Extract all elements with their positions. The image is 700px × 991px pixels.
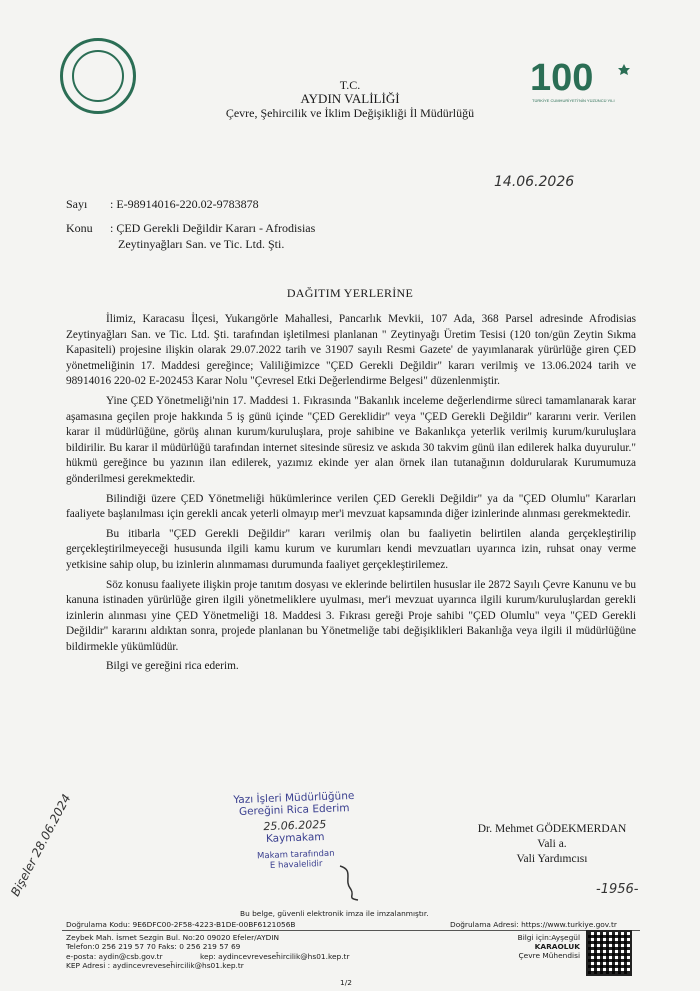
verification-code: Doğrulama Kodu: 9E6DFC00-2F58-4223-B1DE-00BF6121056B (66, 920, 296, 929)
logo-number: 100 (530, 57, 594, 99)
paragraph: Bilgi ve gereğini rica ederim. (106, 660, 239, 673)
logo-caption: TÜRKİYE CUMHURİYETİ'NİN YÜZÜNCÜ YILI (532, 98, 615, 103)
paragraph: Bu itibarla "ÇED Gerekli Değildir" kararı verilmiş olan bu faaliyetin belirtilen alanda gerçekleştirilip gerçekleştirilmeyeceği hususunda ilgili kamu kurum ve kurumları kendi mevzuatları uyarınca izin, ruhsat onay verme yetkisine sahip olup, bu izinlerin alınmaması durumunda faaliyet gerçekleştirilemez. (66, 527, 636, 571)
stamp-line5: E havalelidir (269, 859, 323, 871)
signer-line2: Vali a. (537, 838, 567, 850)
footer-address: Zeybek Mah. İsmet Sezgin Bul. No:20 09020 Efeler/AYDIN (66, 933, 280, 942)
stamp-line1: Yazı İşleri Müdürlüğüne (233, 789, 355, 807)
signer-title: Vali Yardımcısı (516, 853, 588, 865)
qr-code (586, 930, 632, 976)
footer-divider (62, 930, 640, 931)
stamp-line4: Makam tarafından (256, 848, 335, 862)
footer-email: e-posta: aydin@csb.gov.tr (66, 952, 163, 961)
verification-address: Doğrulama Adresi: https://www.turkiye.gov.tr (450, 920, 617, 929)
document-title: DAĞITIM YERLERİNE (286, 286, 414, 300)
stamp-line3: Kaymakam (265, 830, 325, 846)
header-tc: T.C. (339, 78, 361, 92)
paragraph: Yine ÇED Yönetmeliği'nin 17. Maddesi 1. Fıkrasında "Bakanlık inceleme değerlendirme süreci tamamlanarak karar aşamasına geçilen proje hakkında 5 iş günü içinde "ÇED Gereklidir" veya "ÇED Gerekli Değildir" kararını verir. Verilen karar il müdürlüğüne, görüş alınan kurum/kuruluşlara, proje sahibine ve Bakanlıkça yeterlik verilmiş kurum/kuruluşlara bildirilir. Bu karar il müdürlüğü tarafından internet sitesinde süresiz ve askıda 30 takvim günü ilan edilerek halka duyurulur." hükmü gereğince bu yazının ilan edilerek, yazımız ekinde yer alan örnek ilan tutanağının doldurularak Kurumumuza gönderilmesi gerekmektedir. (66, 394, 636, 485)
konu-value-1: : ÇED Gerekli Değildir Kararı - Afrodisias (110, 221, 316, 235)
star-icon (618, 64, 630, 75)
document-body (66, 312, 636, 679)
stamp-date: 25.06.2025 (263, 817, 327, 834)
sayi-label: Sayı (66, 197, 88, 211)
esign-notice: Bu belge, güvenli elektronik imza ile imzalanmıştır. (240, 909, 429, 918)
header-directorate: Çevre, Şehircilik ve İklim Değişikliği İl Müdürlüğü (225, 106, 475, 120)
paragraph: Söz konusu faaliyete ilişkin proje tanıtım dosyası ve eklerinde belirtilen hususlar ile 2872 Sayılı Çevre Kanunu ve bu kanuna istinaden yürürlüğe giren ilgili yönetmeliklere uyulması, mer'i mevzuat uyarınca ilgili kurum/kuruluşlardan gerekli izinlerin alınması yine ÇED Yönetmeliği 18. Maddesi 3. Fıkrası gereği Proje sahibi "ÇED Olumlu" veya "ÇED Gerekli Değildir" kararını aldıktan sonra, projede planlanan bu Yönetmeliğe tabi değişiklikleri Bakanlığa veya ilgili il müdürlüğüne bildirmekle yükümlüdür. (66, 578, 636, 653)
approval-stamp (214, 789, 377, 873)
footer-phone: Telefon:0 256 219 57 70 Faks: 0 256 219 57 69 (66, 942, 241, 951)
handwritten-date: 14.06.2026 (494, 174, 575, 190)
contact-line2: KARAOLUK (534, 942, 580, 951)
paragraph: Bilindiği üzere ÇED Yönetmeliği hükümlerince verilen ÇED Gerekli Değildir" ya da "ÇED Olumlu" Kararları faaliyete başlanılması için gerekli ancak yeterli olmayıp mer'i mevzuat kapsamında diğer izinlerinde alınması gerekmektedir. (66, 492, 636, 521)
header-office: AYDIN VALİLİĞİ (300, 91, 400, 106)
footer-kep-address: KEP Adresi : aydincevreveseh̄ircilik@hs01.kep.tr (66, 961, 244, 970)
contact-info (500, 933, 580, 960)
handwritten-number: -1956- (596, 882, 639, 897)
signer-name: Dr. Mehmet GÖDEKMERDAN (477, 823, 627, 835)
konu-label: Konu (66, 221, 93, 235)
handwritten-side-note: Bişeler 28.06.2024 (8, 791, 74, 899)
paragraph: İlimiz, Karacasu İlçesi, Yukarıgörle Mahallesi, Pancarlık Mevkii, 107 Ada, 368 Parsel adresinde Afrodisias Zeytinyağları San. ve Tic. Ltd. Şti. tarafından işletilmesi planlanan " Zeytinyağı Üretim Tesisi (120 ton/gün Zeytin Sıkma Kapasiteli) projesine ilişkin olarak 29.07.2022 tarih ve 31907 sayılı Resmi Gazete' de yayımlanarak yürürlüğe giren ÇED yönetmeliğinin 17. Maddesi gereğince; Valiliğimizce "ÇED Gerekli Değildir" kararı verilmiş ve 13.06.2024 tarih ve 98914016 220-02 E-202453 Karar Nolu "Çevresel Etki Değerlendirme Belgesi" düzenlenmiştir. (66, 313, 636, 388)
sayi-value: : E-98914016-220.02-9783878 (110, 197, 259, 211)
contact-line1: Bilgi için:Ayşegül (517, 933, 580, 942)
page-number: 1/2 (340, 978, 352, 987)
stamp-line2: Gereğini Rica Ederim (238, 802, 350, 818)
handwritten-signature (336, 862, 366, 902)
footer-kep: kep: aydincevreveseh̄ircilik@hs01.kep.tr (200, 952, 350, 961)
contact-line3: Çevre Mühendisi (518, 951, 580, 960)
signature-block (452, 822, 652, 867)
konu-value-2: Zeytinyağları San. ve Tic. Ltd. Şti. (118, 237, 285, 251)
